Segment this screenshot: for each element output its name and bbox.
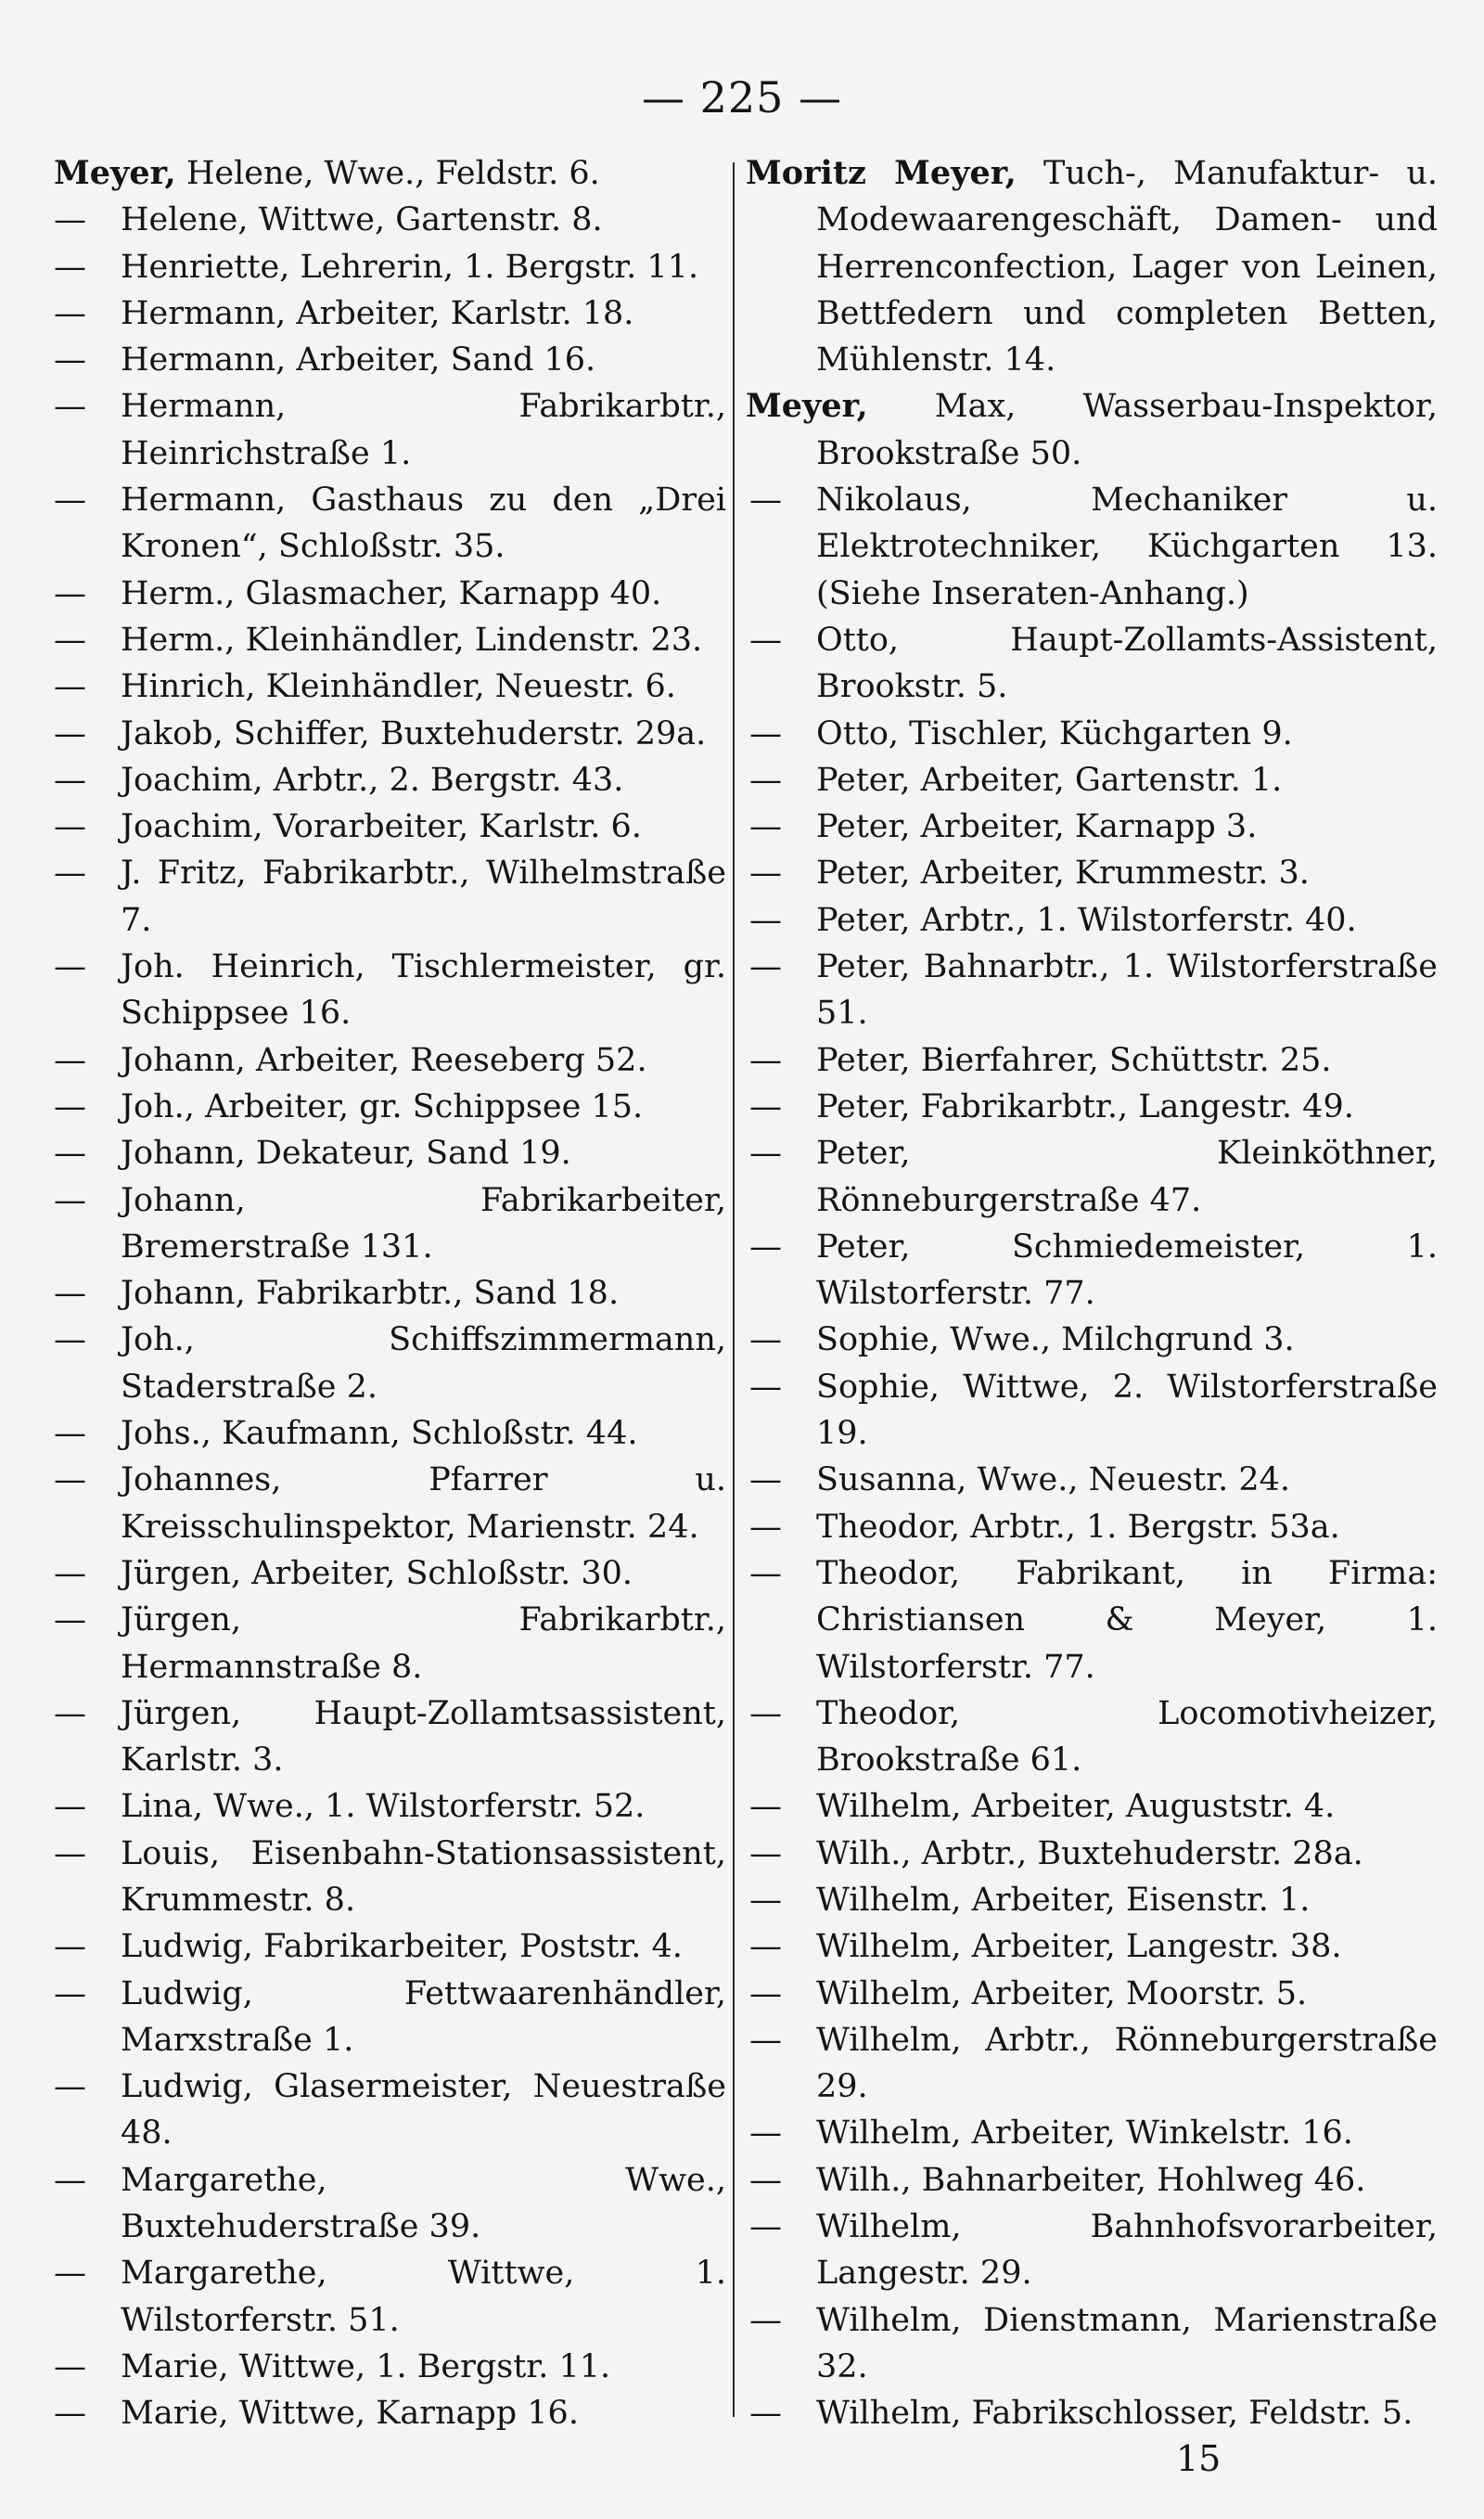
directory-entry xyxy=(733,1923,1438,1970)
entry-text: Theodor, Arbtr., 1. Bergstr. 53a. xyxy=(816,1508,1340,1546)
ditto-dash: — xyxy=(749,948,782,986)
directory-entry xyxy=(54,197,726,243)
directory-entry xyxy=(54,1971,726,2064)
entry-text: Johann, Dekateur, Sand 19. xyxy=(121,1135,571,1173)
ditto-dash: — xyxy=(54,855,86,893)
directory-entry xyxy=(733,1364,1438,1458)
directory-entry xyxy=(733,1457,1438,1503)
directory-entry xyxy=(733,1317,1438,1363)
entry-text: Ludwig, Glasermeister, Neuestraße 48. xyxy=(121,2068,726,2153)
directory-entry xyxy=(733,850,1438,896)
entry-text: Wilhelm, Arbeiter, Langestr. 38. xyxy=(816,1928,1342,1966)
directory-entry xyxy=(733,1224,1438,1317)
entry-surname: Moritz Meyer, xyxy=(746,154,1017,192)
entry-text: Peter, Bierfahrer, Schüttstr. 25. xyxy=(816,1041,1332,1079)
directory-entry xyxy=(733,1783,1438,1830)
directory-entry xyxy=(54,1597,726,1690)
entry-text: Henriette, Lehrerin, 1. Bergstr. 11. xyxy=(121,248,699,286)
ditto-dash: — xyxy=(749,1788,782,1826)
ditto-dash: — xyxy=(54,714,86,752)
directory-entry xyxy=(54,1037,726,1084)
directory-entry xyxy=(54,2390,726,2436)
directory-entry xyxy=(733,2297,1438,2391)
ditto-dash: — xyxy=(54,2068,86,2106)
ditto-dash: — xyxy=(749,482,782,520)
entry-text: Wilhelm, Dienstmann, Marienstraße 32. xyxy=(816,2301,1438,2385)
entry-text: Louis, Eisenbahn-Stationsassistent, Krummestr. 8. xyxy=(121,1834,726,1919)
directory-entry xyxy=(54,150,726,197)
ditto-dash: — xyxy=(54,1694,86,1732)
entry-text: Wilhelm, Bahnhofsvorarbeiter, Langestr. 29. xyxy=(816,2208,1438,2293)
page-number: — 225 — xyxy=(641,72,843,122)
directory-entry xyxy=(54,383,726,477)
ditto-dash: — xyxy=(749,1227,782,1266)
directory-entry xyxy=(733,2390,1438,2436)
directory-entry xyxy=(54,571,726,617)
entry-text: Max, Wasserbau-Inspektor, Brookstraße 50. xyxy=(816,388,1438,472)
entry-text: Joh., Arbeiter, gr. Schippsee 15. xyxy=(121,1087,644,1125)
directory-entry xyxy=(733,897,1438,944)
entry-text: Marie, Wittwe, 1. Bergstr. 11. xyxy=(121,2347,611,2385)
entry-text: Jürgen, Haupt-Zollamtsassistent, Karlstr. 3. xyxy=(121,1694,726,1780)
entry-text: Hermann, Arbeiter, Sand 16. xyxy=(121,341,596,379)
ditto-dash: — xyxy=(749,901,782,939)
directory-entry xyxy=(54,1317,726,1410)
directory-entry xyxy=(54,1923,726,1970)
ditto-dash: — xyxy=(749,2208,782,2246)
ditto-dash: — xyxy=(54,388,86,426)
ditto-dash: — xyxy=(54,1928,86,1966)
ditto-dash: — xyxy=(749,808,782,846)
ditto-dash: — xyxy=(749,2114,782,2153)
entry-text: Otto, Haupt-Zollamts-Assistent, Brookstr. 5. xyxy=(816,621,1438,706)
entry-text: Peter, Fabrikarbtr., Langestr. 49. xyxy=(816,1087,1354,1125)
directory-entry xyxy=(54,1177,726,1271)
entry-text: Lina, Wwe., 1. Wilstorferstr. 52. xyxy=(121,1788,646,1826)
directory-entry xyxy=(54,1457,726,1550)
entry-text: Peter, Schmiedemeister, 1. Wilstorferstr. 77. xyxy=(816,1227,1438,1313)
ditto-dash: — xyxy=(749,1928,782,1966)
directory-entry xyxy=(54,1410,726,1457)
entry-text: Peter, Arbeiter, Karnapp 3. xyxy=(816,808,1258,846)
entry-text: Joachim, Vorarbeiter, Karlstr. 6. xyxy=(121,808,642,846)
entry-text: Wilhelm, Arbeiter, Eisenstr. 1. xyxy=(816,1881,1311,1919)
ditto-dash: — xyxy=(54,341,86,379)
entry-text: Johannes, Pfarrer u. Kreisschulinspektor, Marienstr. 24. xyxy=(121,1461,726,1546)
entry-text: Otto, Tischler, Küchgarten 9. xyxy=(816,714,1293,752)
entry-text: Johann, Fabrikarbtr., Sand 18. xyxy=(121,1275,620,1313)
entry-surname: Meyer, xyxy=(746,387,868,426)
entry-text: Peter, Arbeiter, Krummestr. 3. xyxy=(816,855,1310,893)
ditto-dash: — xyxy=(54,1834,86,1872)
ditto-dash: — xyxy=(749,1368,782,1406)
entry-text: Jakob, Schiffer, Buxtehuderstr. 29a. xyxy=(121,714,707,752)
right-column xyxy=(733,150,1438,2437)
entry-text: J. Fritz, Fabrikarbtr., Wilhelmstraße 7. xyxy=(121,855,726,939)
entry-text: Jürgen, Arbeiter, Schloßstr. 30. xyxy=(121,1554,633,1592)
directory-entry xyxy=(54,244,726,290)
ditto-dash: — xyxy=(54,1181,86,1219)
entry-text: Wilhelm, Fabrikschlosser, Feldstr. 5. xyxy=(816,2395,1414,2433)
directory-entry xyxy=(733,1504,1438,1550)
directory-entry xyxy=(733,477,1438,617)
directory-entry xyxy=(54,1130,726,1176)
entry-text: Johann, Fabrikarbeiter, Bremerstraße 131. xyxy=(121,1181,726,1266)
ditto-dash: — xyxy=(749,1041,782,1079)
ditto-dash: — xyxy=(54,2255,86,2293)
ditto-dash: — xyxy=(54,1087,86,1125)
ditto-dash: — xyxy=(749,1461,782,1499)
entry-text: Peter, Arbeiter, Gartenstr. 1. xyxy=(816,761,1283,799)
directory-entry xyxy=(733,2017,1438,2111)
entry-text: Theodor, Fabrikant, in Firma: Christiansen & Meyer, 1. Wilstorferstr. 77. xyxy=(816,1554,1438,1686)
ditto-dash: — xyxy=(749,714,782,752)
directory-entry xyxy=(54,617,726,663)
entry-text: Peter, Arbtr., 1. Wilstorferstr. 40. xyxy=(816,901,1357,939)
directory-entry xyxy=(733,757,1438,803)
ditto-dash: — xyxy=(54,1321,86,1359)
ditto-dash: — xyxy=(54,948,86,986)
ditto-dash: — xyxy=(749,1881,782,1919)
directory-entry xyxy=(733,1130,1438,1224)
ditto-dash: — xyxy=(54,1275,86,1313)
ditto-dash: — xyxy=(54,1135,86,1173)
entry-text: Wilh., Bahnarbeiter, Hohlweg 46. xyxy=(816,2161,1366,2199)
ditto-dash: — xyxy=(54,1974,86,2012)
directory-entry xyxy=(733,383,1438,477)
directory-entry xyxy=(54,711,726,757)
directory-entry xyxy=(733,2204,1438,2297)
directory-entry xyxy=(54,663,726,710)
ditto-dash: — xyxy=(749,2301,782,2339)
entry-text: Ludwig, Fabrikarbeiter, Poststr. 4. xyxy=(121,1928,683,1966)
entry-text: Wilhelm, Arbeiter, Auguststr. 4. xyxy=(816,1788,1336,1826)
ditto-dash: — xyxy=(749,2161,782,2199)
ditto-dash: — xyxy=(54,201,86,239)
directory-entry xyxy=(54,2157,726,2251)
entry-text: Hinrich, Kleinhändler, Neuestr. 6. xyxy=(121,668,676,706)
directory-entry xyxy=(733,803,1438,850)
ditto-dash: — xyxy=(54,668,86,706)
entry-text: Helene, Wwe., Feldstr. 6. xyxy=(175,155,600,192)
directory-entry xyxy=(733,1831,1438,1877)
entry-text: Wilh., Arbtr., Buxtehuderstr. 28a. xyxy=(816,1834,1363,1872)
ditto-dash: — xyxy=(54,1461,86,1499)
directory-entry xyxy=(54,757,726,803)
entry-text: Herm., Kleinhändler, Lindenstr. 23. xyxy=(121,621,703,659)
entry-text: Johann, Arbeiter, Reeseberg 52. xyxy=(121,1041,647,1079)
ditto-dash: — xyxy=(54,2161,86,2199)
directory-entry xyxy=(54,803,726,850)
entry-text: Sophie, Wwe., Milchgrund 3. xyxy=(816,1321,1295,1359)
entry-text: Margarethe, Wwe., Buxtehuderstraße 39. xyxy=(121,2161,726,2246)
entry-text: Helene, Wittwe, Gartenstr. 8. xyxy=(121,201,603,239)
entry-text: Ludwig, Fettwaarenhändler, Marxstraße 1. xyxy=(121,1974,726,2059)
sheet-signature: 15 xyxy=(1176,2438,1222,2479)
ditto-dash: — xyxy=(54,1601,86,1639)
directory-entry xyxy=(54,2063,726,2157)
ditto-dash: — xyxy=(749,855,782,893)
ditto-dash: — xyxy=(54,2395,86,2433)
directory-entry xyxy=(733,1877,1438,1923)
directory-entry xyxy=(54,290,726,337)
entry-text: Sophie, Wittwe, 2. Wilstorferstraße 19. xyxy=(816,1368,1438,1453)
ditto-dash: — xyxy=(54,2347,86,2385)
entry-text: Nikolaus, Mechaniker u. Elektrotechniker, Küchgarten 13. (Siehe Inseraten-Anhang.) xyxy=(816,482,1438,612)
ditto-dash: — xyxy=(749,761,782,799)
directory-entry xyxy=(733,711,1438,757)
ditto-dash: — xyxy=(749,1694,782,1732)
directory-entry xyxy=(54,1690,726,1784)
entry-text: Susanna, Wwe., Neuestr. 24. xyxy=(816,1461,1290,1499)
entry-text: Margarethe, Wittwe, 1. Wilstorferstr. 51. xyxy=(121,2255,726,2339)
entry-text: Peter, Kleinköthner, Rönneburgerstraße 47. xyxy=(816,1135,1438,1219)
entry-text: Jürgen, Fabrikarbtr., Hermannstraße 8. xyxy=(121,1601,726,1686)
directory-entry xyxy=(54,1270,726,1317)
entry-text: Hermann, Arbeiter, Karlstr. 18. xyxy=(121,294,634,332)
ditto-dash: — xyxy=(749,1321,782,1359)
directory-entry xyxy=(733,2157,1438,2204)
directory-entry xyxy=(733,2110,1438,2156)
directory-entry xyxy=(733,944,1438,1037)
entry-text: Peter, Bahnarbtr., 1. Wilstorferstraße 51. xyxy=(816,948,1438,1033)
ditto-dash: — xyxy=(54,1554,86,1592)
directory-entry xyxy=(54,944,726,1037)
directory-entry xyxy=(733,150,1438,383)
entry-text: Herm., Glasmacher, Karnapp 40. xyxy=(121,574,662,612)
directory-entry xyxy=(733,1084,1438,1130)
ditto-dash: — xyxy=(54,808,86,846)
entry-text: Hermann, Gasthaus zu den „Drei Kronen“, Schloßstr. 35. xyxy=(121,482,726,566)
entry-text: Wilhelm, Arbtr., Rönneburgerstraße 29. xyxy=(816,2021,1438,2106)
directory-entry xyxy=(54,850,726,944)
ditto-dash: — xyxy=(749,621,782,659)
directory-entry xyxy=(54,477,726,571)
ditto-dash: — xyxy=(749,1834,782,1872)
ditto-dash: — xyxy=(749,1135,782,1173)
entry-text: Hermann, Fabrikarbtr., Heinrichstraße 1. xyxy=(121,388,726,472)
entry-text: Marie, Wittwe, Karnapp 16. xyxy=(121,2395,579,2433)
directory-entry xyxy=(54,1084,726,1130)
entry-text: Johs., Kaufmann, Schloßstr. 44. xyxy=(121,1415,638,1453)
ditto-dash: — xyxy=(54,1415,86,1453)
ditto-dash: — xyxy=(54,574,86,612)
directory-entry xyxy=(54,337,726,383)
directory-entry xyxy=(54,2250,726,2344)
ditto-dash: — xyxy=(54,482,86,520)
ditto-dash: — xyxy=(749,2021,782,2059)
ditto-dash: — xyxy=(54,1788,86,1826)
directory-entry xyxy=(733,1690,1438,1784)
entry-text: Joh. Heinrich, Tischlermeister, gr. Schippsee 16. xyxy=(121,948,726,1033)
entry-text: Wilhelm, Arbeiter, Moorstr. 5. xyxy=(816,1974,1308,2012)
ditto-dash: — xyxy=(54,761,86,799)
directory-entry xyxy=(733,1037,1438,1084)
ditto-dash: — xyxy=(749,1508,782,1546)
ditto-dash: — xyxy=(54,1041,86,1079)
entry-surname: Meyer, xyxy=(54,154,176,192)
ditto-dash: — xyxy=(749,1974,782,2012)
directory-entry xyxy=(54,1783,726,1830)
ditto-dash: — xyxy=(749,1087,782,1125)
ditto-dash: — xyxy=(749,1554,782,1592)
entry-text: Tuch-, Manufaktur- u. Modewaarengeschäft, Damen- und Herrenconfection, Lager von Leinen, Bettfedern und completen Betten, Mühlenstr. 14. xyxy=(816,155,1438,379)
left-column xyxy=(54,150,726,2437)
directory-entry xyxy=(54,2344,726,2390)
directory-entry xyxy=(733,1550,1438,1690)
directory-entry xyxy=(733,617,1438,711)
ditto-dash: — xyxy=(54,294,86,332)
entry-text: Wilhelm, Arbeiter, Winkelstr. 16. xyxy=(816,2114,1353,2153)
directory-entry xyxy=(54,1550,726,1597)
entry-text: Joh., Schiffszimmermann, Staderstraße 2. xyxy=(121,1321,726,1406)
directory-entry xyxy=(54,1831,726,1924)
directory-entry xyxy=(733,1971,1438,2017)
ditto-dash: — xyxy=(54,621,86,659)
entry-text: Joachim, Arbtr., 2. Bergstr. 43. xyxy=(121,761,624,799)
ditto-dash: — xyxy=(54,248,86,286)
entry-text: Theodor, Locomotivheizer, Brookstraße 61. xyxy=(816,1694,1438,1780)
ditto-dash: — xyxy=(749,2395,782,2433)
